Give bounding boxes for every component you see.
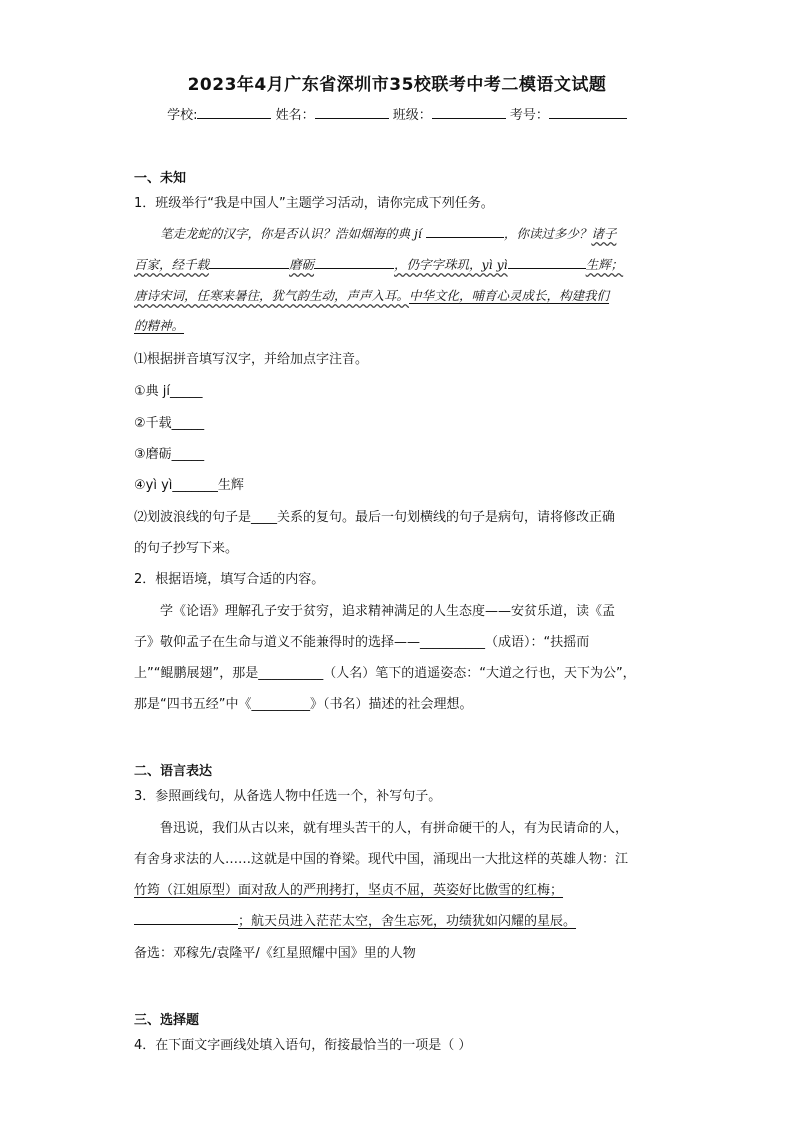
q1-sub2-line-2: 的句子抄写下来。	[134, 541, 239, 556]
q1-item-2: ②千载_____	[134, 416, 205, 431]
student-info-row	[0, 104, 794, 123]
q2-line-4: 那是“四书五经”中《_________》（书名）描述的社会理想。	[134, 697, 473, 712]
class-blank[interactable]	[432, 106, 506, 119]
q1-sub1: ⑴根据拼音填写汉字，并给加点字注音。	[134, 352, 369, 367]
q3-answer-blank[interactable]	[134, 911, 238, 925]
q1-passage-line-1: 笔走龙蛇的汉字，你是否认识？浩如烟海的典 jí ，你读过多少？诸子	[160, 226, 617, 241]
q3-line-3: 竹筠（江姐原型）面对敌人的严刑拷打，坚贞不屈，英姿好比傲雪的红梅；	[134, 883, 564, 898]
q3-line-4: ；航天员进入茫茫太空，舍生忘死，功绩犹如闪耀的星辰。	[134, 910, 576, 929]
q1-passage-line-2: 百家，经千载 磨砺 ，仍字字珠玑，yì yì 生辉；	[134, 257, 624, 272]
name-blank[interactable]	[315, 106, 389, 119]
q3-line-2: 有舍身求法的人……这就是中国的脊梁。现代中国，涌现出一大批这样的英雄人物：江	[134, 852, 629, 867]
q2-line-2: 子》敬仰孟子在生命与道义不能兼得时的选择——__________（成语）：“扶摇而	[134, 635, 590, 650]
q2-stem: 2．根据语境，填写合适的内容。	[134, 572, 325, 587]
q3-stem: 3．参照画线句，从备选人物中任选一个，补写句子。	[134, 789, 442, 804]
number-blank[interactable]	[549, 106, 627, 119]
class-label: 班级：	[392, 108, 432, 123]
q1-sub2-line-1: ⑵划波浪线的句子是____关系的复句。最后一句划横线的句子是病句，请将修改正确	[134, 510, 616, 525]
q1-passage-line-3: 唐诗宋词，任寒来暑往，犹气韵生动，声声入耳。中华文化，哺育心灵成长，构建我们	[134, 288, 610, 303]
q1-stem: 1．班级举行“我是中国人”主题学习活动，请你完成下列任务。	[134, 196, 494, 211]
q3-line-1: 鲁迅说，我们从古以来，就有埋头苦干的人，有拼命硬干的人，有为民请命的人，	[160, 821, 629, 836]
section-heading-2: 二、语言表达	[134, 764, 213, 779]
number-label: 考号：	[509, 108, 549, 123]
q1-item-4: ④yì yì_______生辉	[134, 478, 244, 493]
blank-moli[interactable]	[314, 255, 394, 269]
q1-item-3: ③磨砺_____	[134, 447, 205, 462]
blank-jí[interactable]	[426, 224, 504, 238]
section-heading-3: 三、选择题	[134, 1013, 200, 1028]
q3-options: 备选：邓稼先/袁隆平/《红星照耀中国》里的人物	[134, 946, 416, 961]
name-label: 姓名：	[275, 108, 315, 123]
section-heading-1: 一、未知	[134, 171, 187, 186]
blank-qianzai[interactable]	[209, 255, 289, 269]
q2-line-1: 学《论语》理解孔子安于贫穷，追求精神满足的人生态度——安贫乐道，读《孟	[160, 604, 616, 619]
blank-yiyi[interactable]	[508, 255, 586, 269]
school-blank[interactable]	[197, 106, 271, 119]
q2-line-3: 上”“鲲鹏展翅”，那是__________（人名）笔下的逍遥姿态：“大道之行也，天下为公”，	[134, 666, 636, 681]
page-title: 2023年4月广东省深圳市35校联考中考二模语文试题	[187, 75, 607, 95]
q4-stem: 4．在下面文字画线处填入语句，衔接最恰当的一项是（ ）	[134, 1038, 472, 1053]
q1-passage-line-4: 的精神。	[134, 318, 185, 333]
q1-item-1: ①典 jí_____	[134, 384, 203, 399]
school-label: 学校:	[167, 108, 198, 123]
